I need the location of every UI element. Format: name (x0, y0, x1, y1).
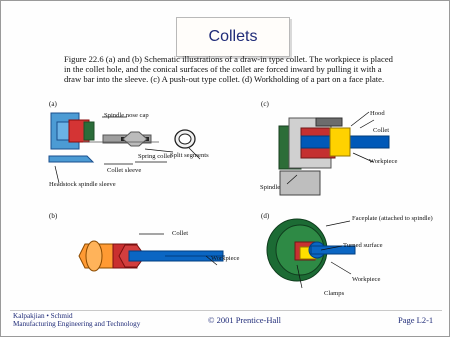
label-collet-sleeve: Collet sleeve (107, 167, 142, 174)
label-workpiece-b: Workpiece (211, 255, 240, 262)
page-title: Collets (176, 17, 290, 57)
schematic-figure (49, 100, 433, 307)
label-headstock-spindle-sleeve: Headstock spindle sleeve (49, 181, 116, 188)
label-collet-b: Collet (172, 230, 189, 237)
label-turned-surface: Turned surface (343, 242, 383, 249)
panel-label-c: (c) (261, 100, 269, 108)
label-split-segments: Split segments (170, 152, 209, 159)
label-spindle-nose-cap: Spindle nose cap (104, 112, 149, 119)
figure-caption: Figure 22.6 (a) and (b) Schematic illustrations of a draw-in type collet. The workpiece is placed in the collet hole, and the conical surfaces of the collet are forced inward by pulling it with a draw bar into the sleeve. (c) A push-out type collet. (d) Workholding of a part on a face plate. (64, 54, 393, 84)
label-spindle: Spindle (260, 184, 281, 191)
label-workpiece-c: Workpiece (369, 158, 398, 165)
panel-label-b: (b) (49, 212, 58, 220)
panel-label-d: (d) (261, 212, 270, 220)
panel-label-a: (a) (49, 100, 57, 108)
label-hood: Hood (370, 110, 385, 117)
label-collet-c: Collet (373, 127, 390, 134)
footer-left (13, 312, 140, 328)
footer-book-title: Manufacturing Engineering and Technology (13, 320, 141, 328)
footer-authors: Kalpakjian • Schmid (13, 312, 73, 320)
label-workpiece-d: Workpiece (352, 276, 381, 283)
label-clamps: Clamps (324, 290, 345, 297)
footer-divider (10, 310, 442, 311)
footer-page-number: Page L2-1 (398, 315, 434, 325)
label-faceplate: Faceplate (attached to spindle) (352, 215, 433, 222)
label-spring-collet: Spring collet (138, 153, 172, 160)
panel-c-diagram (261, 104, 403, 204)
title-box (176, 17, 290, 57)
footer-copyright: © 2001 Prentice-Hall (208, 315, 282, 325)
